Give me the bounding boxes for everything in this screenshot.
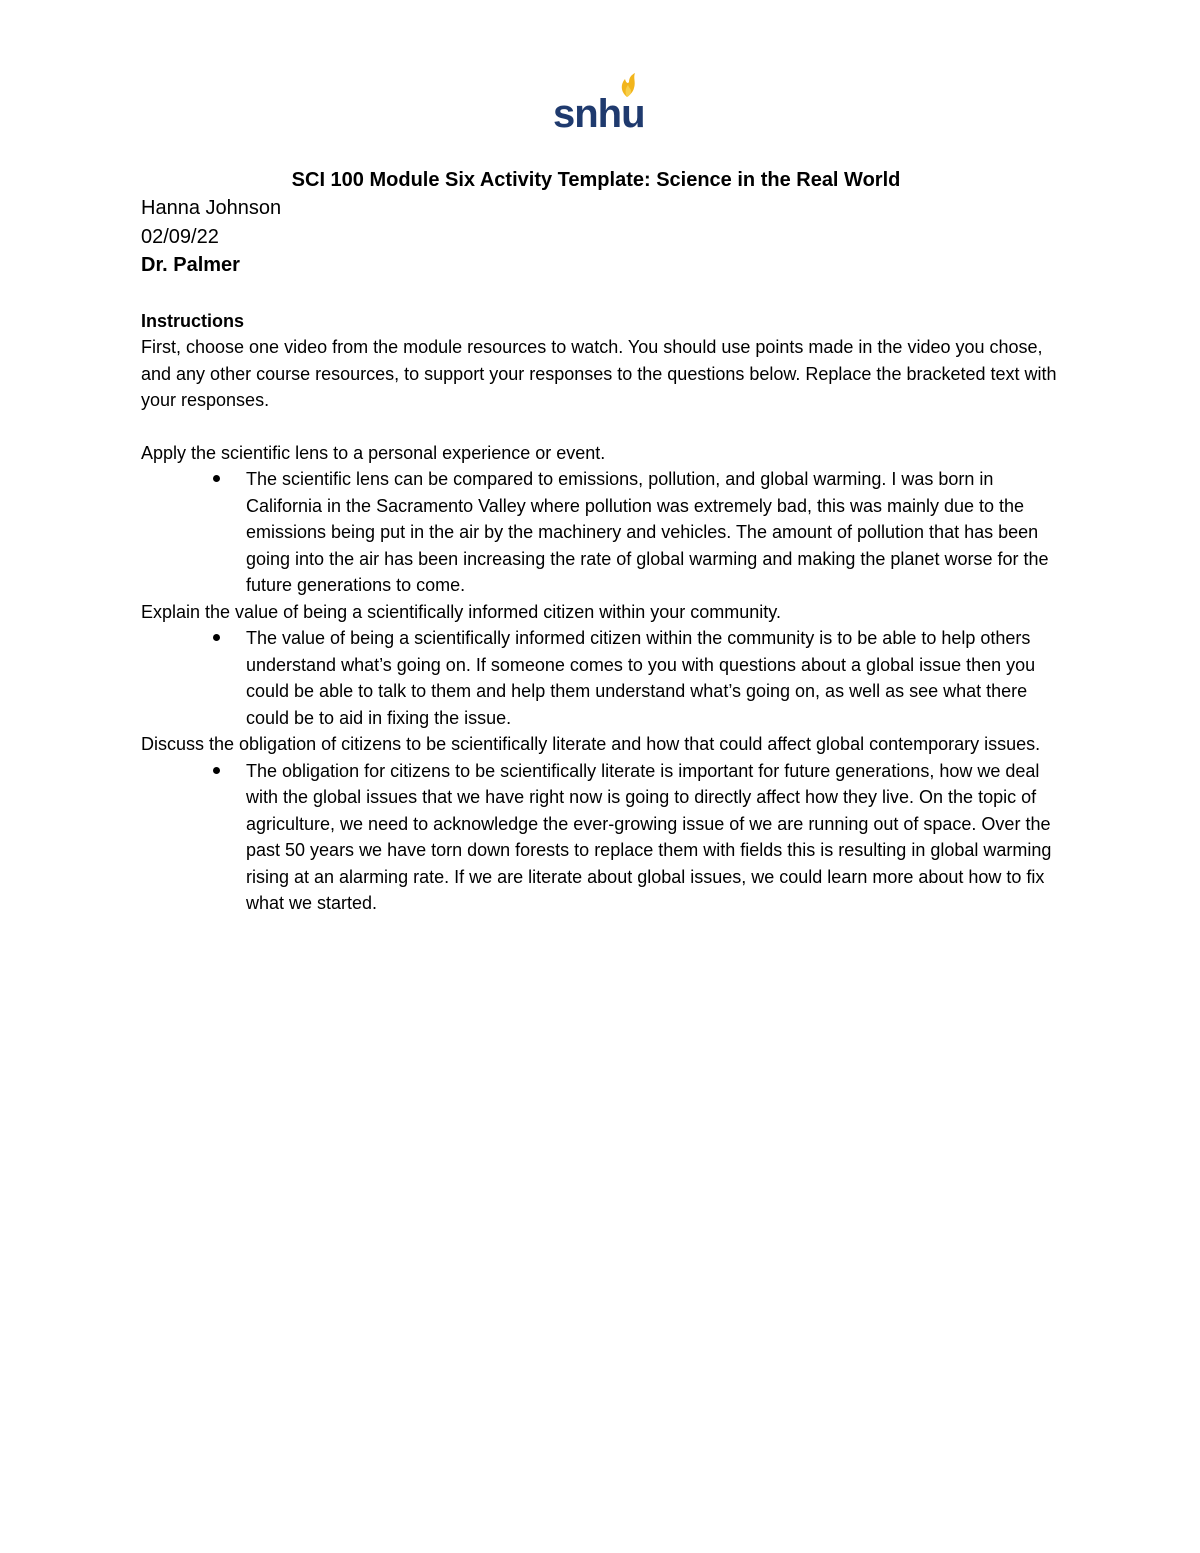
list-item bbox=[141, 466, 1061, 599]
instructor-name: Dr. Palmer bbox=[141, 254, 240, 276]
bullet-icon bbox=[213, 767, 220, 774]
page-title: SCI 100 Module Six Activity Template: Science in the Real World bbox=[291, 169, 901, 191]
prompt-scientific-literacy: Discuss the obligation of citizens to be scientifically literate and how that could affect global contemporary issues. bbox=[141, 734, 1041, 754]
instructions-text: First, choose one video from the module resources to watch. You should use points made in the video you chose, and any other course resources, to support your responses to the questions below. Replace the bracketed text with your responses. bbox=[141, 337, 1057, 410]
response-scientific-literacy: The obligation for citizens to be scientifically literate is important for future generations, how we deal with the global issues that we have right now is going to directly affect how they live. On the topic of agriculture, we need to acknowledge the ever-growing issue of we are running out of space. Over the past 50 years we have torn down forests to replace them with fields this is resulting in global warming rising at an alarming rate. If we are literate about global issues, we could learn more about how to fix what we started. bbox=[246, 760, 1052, 913]
document-body bbox=[141, 166, 1061, 917]
snhu-logo bbox=[553, 72, 643, 134]
bullet-icon bbox=[213, 475, 220, 482]
instructions-heading: Instructions bbox=[141, 310, 245, 331]
submission-date: 02/09/22 bbox=[141, 225, 219, 248]
prompt-informed-citizen: Explain the value of being a scientifically informed citizen within your community. bbox=[141, 601, 781, 622]
bullet-icon bbox=[213, 634, 220, 641]
logo-text: snhu bbox=[553, 92, 645, 136]
list-item bbox=[141, 758, 1061, 917]
student-name: Hanna Johnson bbox=[141, 197, 282, 219]
response-personal-experience: The scientific lens can be compared to emissions, pollution, and global warming. I was born in California in the Sacramento Valley where pollution was extremely bad, this was mainly due to the emissions being put in the air by the machinery and vehicles. The amount of pollution that has been going into the air has been increasing the rate of global warming and making the planet worse for the future generations to come. bbox=[246, 469, 1049, 595]
list-item bbox=[141, 625, 1061, 731]
prompt-personal-experience: Apply the scientific lens to a personal experience or event. bbox=[141, 442, 606, 463]
response-informed-citizen: The value of being a scientifically informed citizen within the community is to be able to help others understand what’s going on. If someone comes to you with questions about a global issue then you could be able to talk to them and help them understand what’s going on, as well as see what there could be to aid in fixing the issue. bbox=[246, 628, 1036, 728]
